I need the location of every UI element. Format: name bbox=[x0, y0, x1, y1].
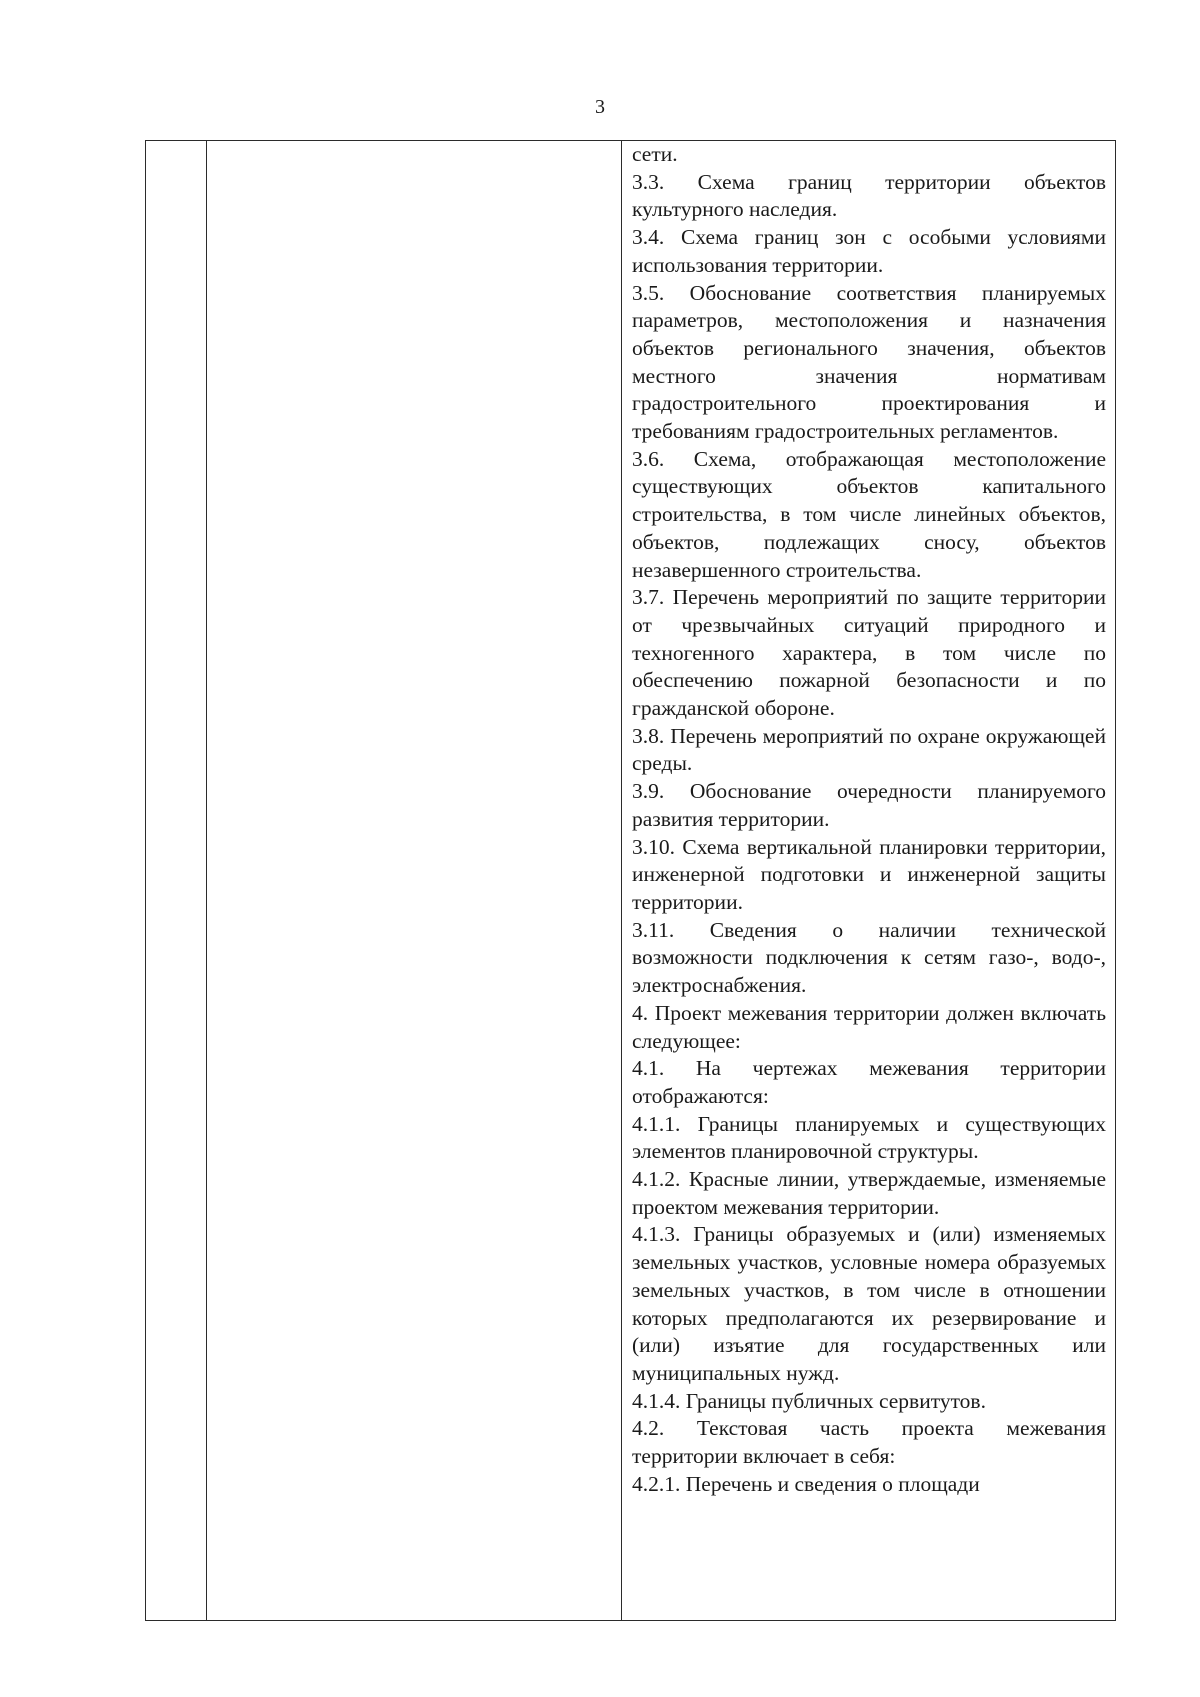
table-text-column bbox=[632, 141, 1106, 1498]
paragraph: 3.6. Схема, отображающая местоположение существующих объектов капитального строительства, в том числе линейных объектов, объектов, подлежащих сносу, объектов незавершенного строительства. bbox=[632, 446, 1106, 582]
page-number: 3 bbox=[595, 96, 605, 118]
paragraph: 4.2. Текстовая часть проекта межевания территории включает в себя: bbox=[632, 1416, 1106, 1469]
paragraph: 3.10. Схема вертикальной планировки территории, инженерной подготовки и инженерной защиты территории. bbox=[632, 834, 1106, 914]
paragraph: 3.9. Обоснование очередности планируемого развития территории. bbox=[632, 779, 1106, 831]
paragraph: 3.11. Сведения о наличии технической возможности подключения к сетям газо-, водо-, электроснабжения. bbox=[632, 917, 1106, 998]
paragraph: 3.4. Схема границ зон с особыми условиями использования территории. bbox=[632, 225, 1106, 277]
paragraph: 4. Проект межевания территории должен включать следующее: bbox=[632, 1000, 1106, 1053]
paragraph: 4.2.1. Перечень и сведения о площади bbox=[632, 1471, 980, 1496]
paragraph: 3.5. Обоснование соответствия планируемых параметров, местоположения и назначения объектов регионального значения, объектов местного значения нормативам градостроительного проектирования и требованиям градостроительных регламентов. bbox=[632, 280, 1106, 444]
column-divider bbox=[621, 141, 622, 1620]
paragraph: 4.1.1. Границы планируемых и существующих элементов планировочной структуры. bbox=[632, 1111, 1106, 1164]
paragraph: 3.8. Перечень мероприятий по охране окружающей среды. bbox=[632, 723, 1106, 776]
paragraph: сети. bbox=[632, 142, 678, 166]
document-table bbox=[145, 140, 1116, 1621]
paragraph: 4.1.3. Границы образуемых и (или) изменяемых земельных участков, условные номера образуемых земельных участков, в том числе в отношении которых предполагаются их резервирование и (или) изъятие для государственных или муниципальных нужд. bbox=[632, 1222, 1106, 1385]
column-divider bbox=[206, 141, 207, 1620]
paragraph: 3.3. Схема границ территории объектов культурного наследия. bbox=[632, 169, 1106, 222]
paragraph: 4.1. На чертежах межевания территории отображаются: bbox=[632, 1056, 1106, 1108]
paragraph: 3.7. Перечень мероприятий по защите территории от чрезвычайных ситуаций природного и техногенного характера, в том числе по обеспечению пожарной безопасности и по гражданской обороне. bbox=[632, 585, 1106, 721]
paragraph: 4.1.2. Красные линии, утверждаемые, изменяемые проектом межевания территории. bbox=[632, 1167, 1106, 1219]
paragraph: 4.1.4. Границы публичных сервитутов. bbox=[632, 1388, 986, 1413]
